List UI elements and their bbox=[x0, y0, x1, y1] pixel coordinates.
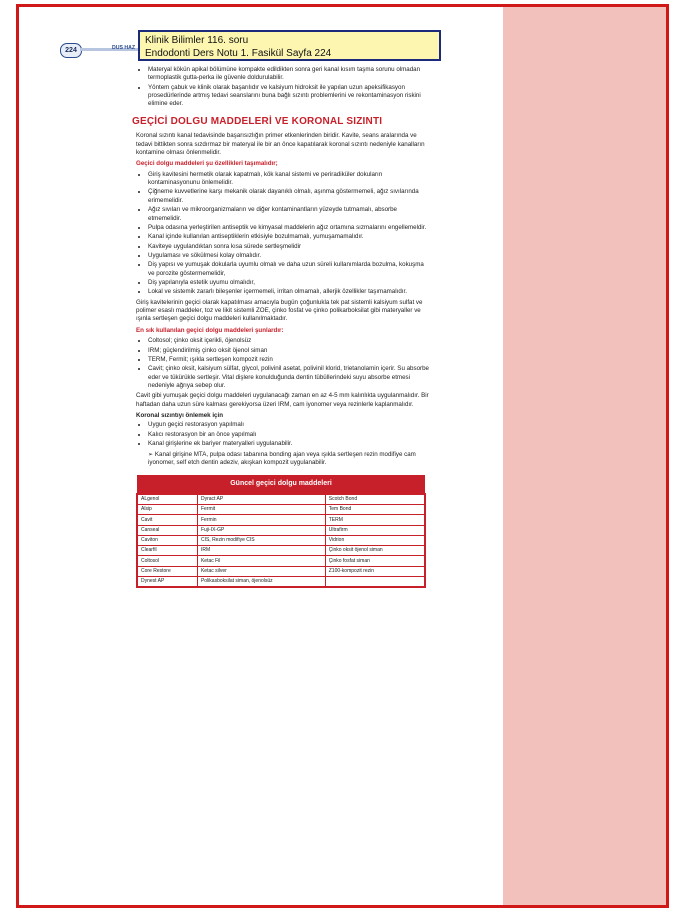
list-item: • Kalıcı restorasyon bir an önce yapılmalı bbox=[148, 431, 432, 439]
properties-list bbox=[136, 171, 432, 297]
list-item: • Yöntem çabuk ve klinik olarak başarılıdır ve kalsiyum hidroksit ile yapılan uzun apeksifikasyon prosedürlerinde artmış tedavi seanslarını buna bağlı sızıntı problemlerini ve rekontaminasyon riskini elimine eder. bbox=[148, 84, 432, 109]
table-cell: TERM bbox=[325, 515, 425, 525]
table-cell: Canseal bbox=[137, 525, 197, 535]
table-cell: Alsip bbox=[137, 504, 197, 514]
list-item: • Uygun geçici restorasyon yapılmalı bbox=[148, 421, 432, 429]
table-cell: Z100-kompozit rezin bbox=[325, 566, 425, 576]
table-row bbox=[137, 515, 425, 525]
table-cell: Core Restore bbox=[137, 566, 197, 576]
list-item: • IRM; güçlendirilmiş çinko oksit öjenol siman bbox=[148, 347, 432, 355]
list-item: • Pulpa odasına yerleştirilen antiseptik ve kimyasal maddelerin ağız ortamına sızmalarını engellemeldir. bbox=[148, 224, 432, 232]
table-row bbox=[137, 525, 425, 535]
document-body bbox=[132, 66, 432, 588]
list-item: • Kanal girişlerine ek bariyer materyalleri uygulanabilir. bbox=[148, 440, 432, 448]
list-item: • Uygulaması ve sökülmesi kolay olmalıdır. bbox=[148, 252, 432, 260]
table-cell: Caviton bbox=[137, 535, 197, 545]
list-item: • Ağız sıvıları ve mikroorganizmaların ve diğer kontaminantların yüzeyde tutmamalı, absorbe etmemelidir. bbox=[148, 206, 432, 223]
running-header: DUS HAZ bbox=[112, 45, 136, 51]
table-cell: Fermit bbox=[197, 504, 325, 514]
table-cell: IRM bbox=[197, 546, 325, 556]
table-cell: Dynest AP bbox=[137, 577, 197, 588]
table-cell: ALgenol bbox=[137, 494, 197, 505]
section-title: GEÇİCİ DOLGU MADDELERİ VE KORONAL SIZINTI bbox=[132, 115, 383, 127]
table-row bbox=[137, 556, 425, 566]
table-cell: Çinko fosfat siman bbox=[325, 556, 425, 566]
subheading: En sık kullanılan geçici dolgu maddeleri şunlardır: bbox=[136, 326, 284, 334]
table-cell: Clearfil bbox=[137, 546, 197, 556]
table-cell: Fermin bbox=[197, 515, 325, 525]
table-row bbox=[137, 535, 425, 545]
table-cell: Ultrafirm bbox=[325, 525, 425, 535]
callout-line-1: Klinik Bilimler 116. soru bbox=[145, 35, 249, 46]
table-row bbox=[137, 546, 425, 556]
list-item: • Giriş kavitesini hermetik olarak kapatmalı, kök kanal sistemi ve periradiküler dokuların kontaminasyonunu önlemelidir. bbox=[148, 171, 432, 188]
paragraph: Cavit gibi yumuşak geçici dolgu maddeleri uygulanacağı zaman en az 4-5 mm kalınlıkta uygulanmalıdır. Bir haftadan daha uzun süre kalması gerekiyorsa üzeri IRM, cam iyonomer veya rezinlerle kaplanmalıdır. bbox=[136, 392, 429, 408]
list-item: • Cavit; çinko oksit, kalsiyum sülfat, glycol, polivinil asetat, polivinil klorid, trietanolamin içerir. Su absorbe eder ve tükürükle sertleşir. Vital dişlere konulduğunda dentin tübüllerindeki suyu absorbe etmesi nedeniyle ağrıya sebep olur. bbox=[148, 365, 432, 390]
list-item: • Çiğneme kuvvetlerine karşı mekanik olarak dayanıklı olmalı, aşınma göstermemeli, ağız sıvılarında erimemelidir. bbox=[148, 188, 432, 205]
list-item: • Coltosol; çinko oksit içerikli, öjenolsüz bbox=[148, 337, 432, 345]
table-cell: Cavit bbox=[137, 515, 197, 525]
table-cell: Scotch Bond bbox=[325, 494, 425, 505]
list-item: • Kaviteye uygulandıktan sonra kısa sürede sertleşmelidir bbox=[148, 243, 432, 251]
subheading: Geçici dolgu maddeleri şu özellikleri taşımalıdır; bbox=[136, 160, 278, 168]
subheading: Koronal sızıntıyı önlemek için bbox=[136, 412, 223, 420]
table-row bbox=[137, 566, 425, 576]
side-margin bbox=[503, 7, 666, 905]
list-item: • Diş yapılanıyla estetik uyumu olmalıdır, bbox=[148, 279, 432, 287]
materials-table bbox=[136, 475, 426, 588]
table-cell: Fuji-IX-GP bbox=[197, 525, 325, 535]
table-row bbox=[137, 504, 425, 514]
page-number: 224 bbox=[60, 43, 82, 58]
list-item-text: Kanal girişine MTA, pulpa odası tabanına bonding ajan veya ışıkla sertleşen rezin modifiye cam iyonomer, self etch dentin adeziv, akışkan kompozit uygulanabilir. bbox=[148, 450, 416, 466]
materials-list bbox=[136, 337, 432, 390]
table-cell: Ketac Fil bbox=[197, 556, 325, 566]
table-cell: Polikasboksilat siman, öjenolsüz bbox=[197, 577, 325, 588]
table-row bbox=[137, 577, 425, 588]
list-item: • TERM, Fermit; ışıkla sertleşen kompozit rezin bbox=[148, 356, 432, 364]
table-cell bbox=[325, 577, 425, 588]
list-item: • Lokal ve sistemik zararlı bileşenler içermemeli, irritan olmamalı, allerjik özellikler taşımamalıdır. bbox=[148, 288, 432, 296]
reference-callout bbox=[138, 30, 441, 61]
table-cell: Dyract AP bbox=[197, 494, 325, 505]
prevention-sublist bbox=[136, 451, 432, 468]
table-cell: Tem Bond bbox=[325, 504, 425, 514]
table-cell: CIS, Rezin modifiye CIS bbox=[197, 535, 325, 545]
paragraph: Giriş kavitelerinin geçici olarak kapatılması amacıyla bugün çoğunlukla tek pat sistemli kalsiyum sulfat ve polimer esaslı maddeler, toz ve likit sistemli ZOE, çinko fosfat ve çinko polikarboksilat gibi materyaller ve ışınla sertleşen geçici dolgu maddeleri kullanılmaktadır. bbox=[136, 298, 423, 323]
list-item: • Diş yapısı ve yumuşak dokularla uyumlu olmalı ve daha uzun süreli kullanımlarda bozulma, kokuşma ve porozite göstermemelidir, bbox=[148, 261, 432, 278]
table-row bbox=[137, 494, 425, 505]
paragraph: Koronal sızıntı kanal tedavisinde başarısızlığın primer etkenlerinden biridir. Kavite, seans aralarında ve tedavi bittikten sonra sızdırmaz bir materyal ile bir an önce kapatılarak koronal sızıntı nedeniyle kanalların kontamine olması önlenmelidir. bbox=[136, 132, 425, 157]
list-item: • Kanal içinde kullanılan antiseptiklerin etkisiyle bozulmamalı, yumuşamamalıdır. bbox=[148, 233, 432, 241]
list-item: ➢ Kanal girişine MTA, pulpa odası tabanına bonding ajan veya ışıkla sertleşen rezin modifiye cam iyonomer, self etch dentin adeziv, akışkan kompozit uygulanabilir. bbox=[148, 450, 416, 466]
table-cell: Coltosol bbox=[137, 556, 197, 566]
table-cell: Vidrion bbox=[325, 535, 425, 545]
table-cell: Çinko oksit öjenol siman bbox=[325, 546, 425, 556]
intro-list bbox=[136, 66, 432, 109]
table-title: Güncel geçici dolgu maddeleri bbox=[137, 475, 425, 493]
prevention-list bbox=[136, 421, 432, 448]
table-cell: Ketac silver bbox=[197, 566, 325, 576]
callout-line-2: Endodonti Ders Notu 1. Fasikül Sayfa 224 bbox=[145, 48, 332, 59]
list-item: • Materyal kökün apikal bölümüne kompakte edildikten sonra geri kanal kısım taşma sorunu olmadan termoplastik gutta-perka ile güvenle doldurulabilir. bbox=[148, 66, 432, 83]
